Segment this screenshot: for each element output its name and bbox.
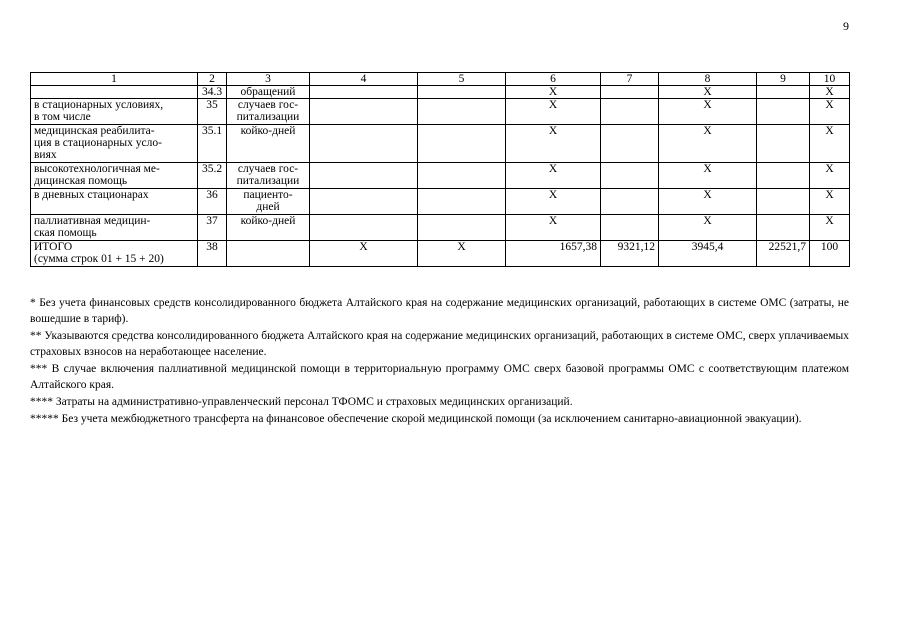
cell-col10: X xyxy=(810,163,850,189)
row-code: 37 xyxy=(198,215,227,241)
cell-col9: 22521,7 xyxy=(757,241,810,267)
row-label-line: дицинская помощь xyxy=(34,175,128,187)
row-label-line: в стационарных условиях, xyxy=(34,99,164,111)
cell-col7 xyxy=(601,125,659,163)
row-unit-line: пациенто- xyxy=(243,189,293,201)
row-code: 36 xyxy=(198,189,227,215)
header-cell: 1 xyxy=(31,73,198,86)
row-unit xyxy=(227,163,310,189)
footnote: **** Затраты на административно-управленческий персонал ТФОМС и страховых медицинских организаций. xyxy=(30,396,573,408)
row-code: 35.2 xyxy=(198,163,227,189)
row-unit: койко-дней xyxy=(227,125,310,163)
cell-col5 xyxy=(418,163,506,189)
cell-col7 xyxy=(601,163,659,189)
header-cell: 4 xyxy=(310,73,418,86)
row-code: 35 xyxy=(198,99,227,125)
cell-col4 xyxy=(310,163,418,189)
cell-col4: X xyxy=(310,241,418,267)
cell-col10: X xyxy=(810,86,850,99)
cell-col5 xyxy=(418,189,506,215)
table-row xyxy=(31,99,850,125)
table-row xyxy=(31,215,850,241)
footnote: * Без учета финансовых средств консолидированного бюджета Алтайского края на содержание медицинских организаций, работающих в системе ОМС (затраты, не вошедшие в тариф). xyxy=(30,297,849,325)
row-label-line: высокотехнологичная ме- xyxy=(34,163,160,175)
row-unit: койко-дней xyxy=(227,215,310,241)
header-cell: 8 xyxy=(659,73,757,86)
cell-col8: X xyxy=(659,125,757,163)
cell-col7 xyxy=(601,86,659,99)
row-label xyxy=(31,215,198,241)
header-cell: 5 xyxy=(418,73,506,86)
footnotes xyxy=(30,295,849,428)
table-row xyxy=(31,189,850,215)
row-label xyxy=(31,163,198,189)
cell-col5 xyxy=(418,86,506,99)
header-cell: 7 xyxy=(601,73,659,86)
row-unit: обращений xyxy=(227,86,310,99)
row-label-line: (сумма строк 01 + 15 + 20) xyxy=(34,253,164,265)
cell-col8: X xyxy=(659,99,757,125)
cell-col6: X xyxy=(506,99,601,125)
cell-col6: X xyxy=(506,215,601,241)
cell-col5 xyxy=(418,125,506,163)
table-row xyxy=(31,125,850,163)
row-label-line: виях xyxy=(34,149,57,161)
row-unit-line: случаев гос- xyxy=(237,163,299,175)
cell-col8: X xyxy=(659,189,757,215)
footnote: ***** Без учета межбюджетного трансферта на финансовое обеспечение скорой медицинской помощи (за исключением санитарно-авиационной эвакуации). xyxy=(30,413,802,425)
page-number: 9 xyxy=(843,19,849,33)
row-unit-line: случаев гос- xyxy=(237,99,299,111)
row-unit-line: питализации xyxy=(236,175,300,187)
cell-col10: X xyxy=(810,99,850,125)
cell-col7: 9321,12 xyxy=(601,241,659,267)
header-cell: 6 xyxy=(506,73,601,86)
cell-col4 xyxy=(310,86,418,99)
cell-col7 xyxy=(601,215,659,241)
table-header-row xyxy=(31,73,850,86)
row-label-line: медицинская реабилита- xyxy=(34,125,155,137)
cell-col9 xyxy=(757,215,810,241)
cell-col5 xyxy=(418,99,506,125)
cell-col8: X xyxy=(659,86,757,99)
row-unit-line: питализации xyxy=(236,111,300,123)
cell-col4 xyxy=(310,189,418,215)
cell-col5: X xyxy=(418,241,506,267)
cell-col7 xyxy=(601,99,659,125)
header-cell: 10 xyxy=(810,73,850,86)
cell-col8: X xyxy=(659,163,757,189)
header-cell: 9 xyxy=(757,73,810,86)
row-label xyxy=(31,86,198,99)
header-cell: 2 xyxy=(198,73,227,86)
cell-col6: 1657,38 xyxy=(506,241,601,267)
cell-col10: X xyxy=(810,189,850,215)
cell-col8: 3945,4 xyxy=(659,241,757,267)
footnote: *** В случае включения паллиативной медицинской помощи в территориальную программу ОМС сверх базовой программы ОМС с соответствующим платежом Алтайского края. xyxy=(30,363,849,391)
row-label-line: ИТОГО xyxy=(34,241,73,253)
cell-col10: X xyxy=(810,125,850,163)
cell-col5 xyxy=(418,215,506,241)
row-code: 34.3 xyxy=(198,86,227,99)
row-unit xyxy=(227,241,310,267)
cell-col6: X xyxy=(506,86,601,99)
cell-col9 xyxy=(757,125,810,163)
cell-col9 xyxy=(757,189,810,215)
row-label xyxy=(31,99,198,125)
row-label-line: ская помощь xyxy=(34,227,97,239)
cell-col6: X xyxy=(506,163,601,189)
row-unit-line: дней xyxy=(256,201,280,213)
row-unit xyxy=(227,99,310,125)
table-row xyxy=(31,86,850,99)
row-label xyxy=(31,241,198,267)
row-code: 35.1 xyxy=(198,125,227,163)
row-label-line: паллиативная медицин- xyxy=(34,215,151,227)
row-label: в дневных стационарах xyxy=(31,189,198,215)
header-cell: 3 xyxy=(227,73,310,86)
cell-col4 xyxy=(310,215,418,241)
table-row-total xyxy=(31,241,850,267)
row-unit xyxy=(227,189,310,215)
row-label xyxy=(31,125,198,163)
cell-col9 xyxy=(757,86,810,99)
cell-col6: X xyxy=(506,125,601,163)
data-table xyxy=(30,72,850,267)
row-label-line: в том числе xyxy=(34,111,91,123)
row-label-line: ция в стационарных усло- xyxy=(34,137,162,149)
cell-col6: X xyxy=(506,189,601,215)
cell-col9 xyxy=(757,163,810,189)
footnote: ** Указываются средства консолидированного бюджета Алтайского края на содержание медицинских организаций, работающих в системе ОМС, сверх уплачиваемых страховых взносов на неработающее население. xyxy=(30,330,849,358)
cell-col7 xyxy=(601,189,659,215)
cell-col4 xyxy=(310,125,418,163)
cell-col10: 100 xyxy=(810,241,850,267)
cell-col8: X xyxy=(659,215,757,241)
cell-col9 xyxy=(757,99,810,125)
cell-col10: X xyxy=(810,215,850,241)
row-code: 38 xyxy=(198,241,227,267)
cell-col4 xyxy=(310,99,418,125)
table-row xyxy=(31,163,850,189)
